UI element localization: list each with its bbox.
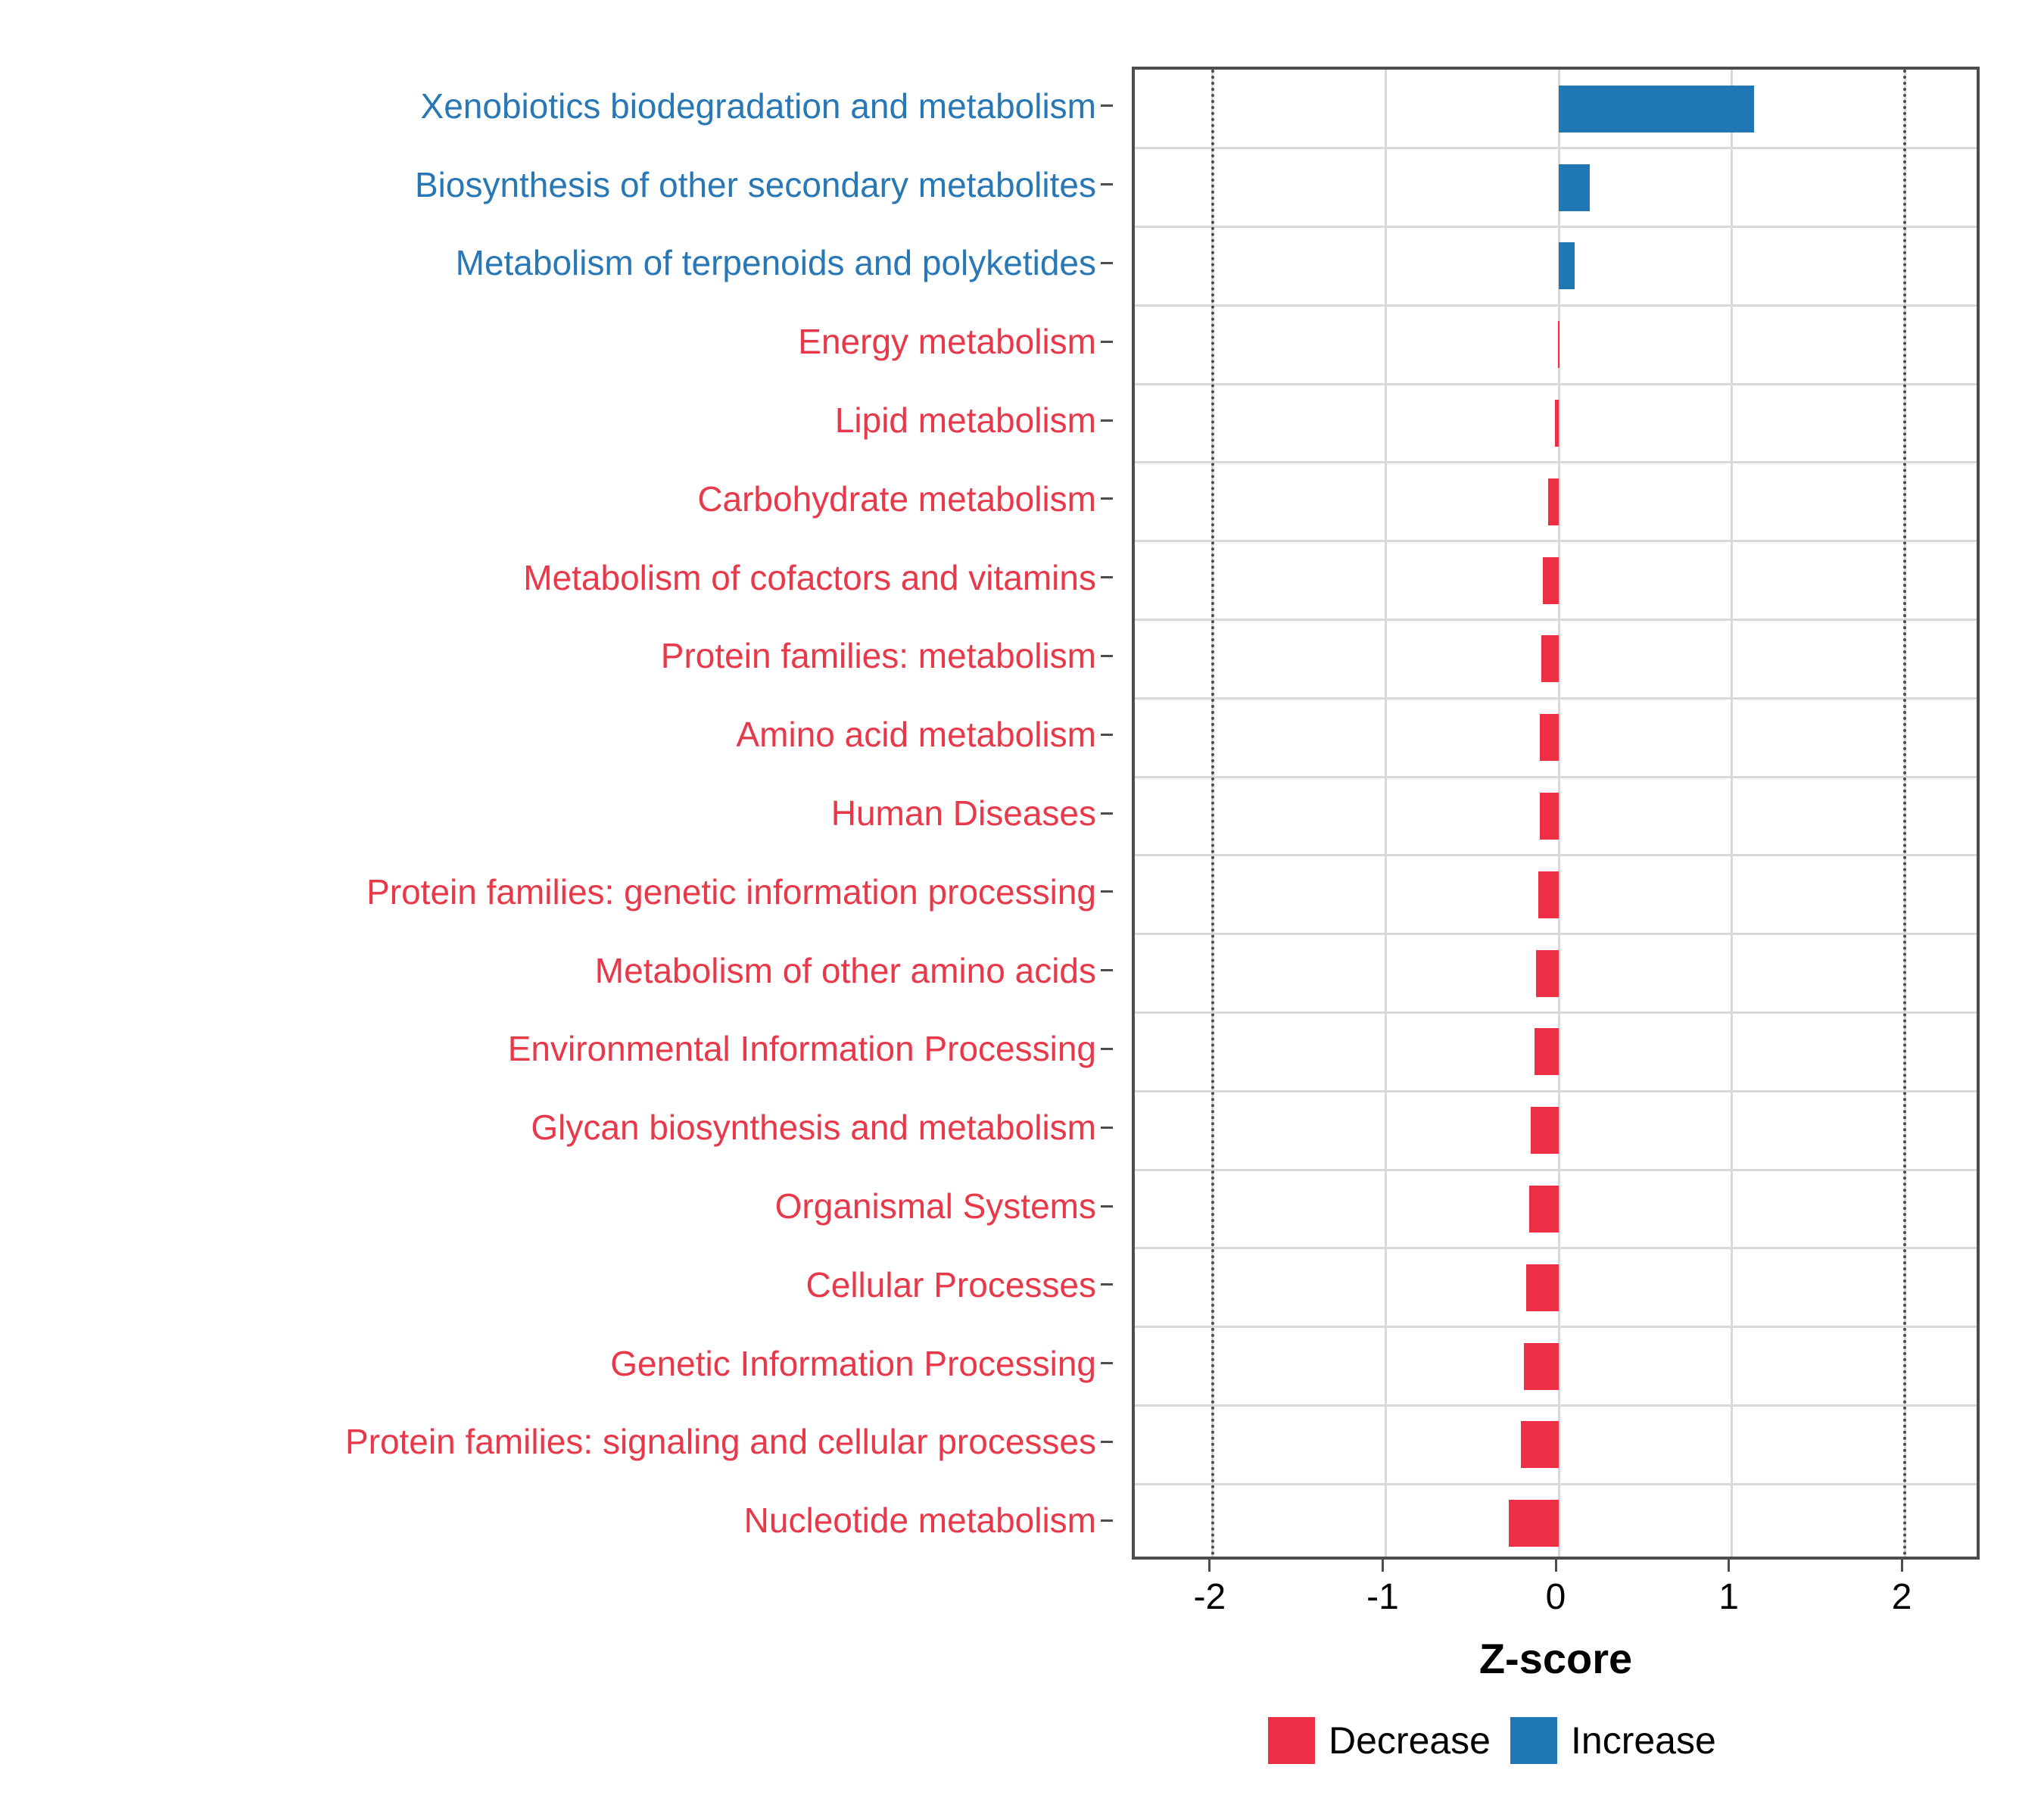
horizontal-gridline <box>1135 1404 1977 1407</box>
category-tick-mark <box>1101 1127 1113 1129</box>
horizontal-gridline <box>1135 1169 1977 1171</box>
bar <box>1535 1028 1559 1075</box>
bar <box>1540 793 1559 840</box>
vertical-gridline <box>1731 70 1733 1557</box>
category-label: Genetic Information Processing <box>610 1343 1096 1383</box>
category-label: Nucleotide metabolism <box>743 1501 1096 1541</box>
category-label: Metabolism of cofactors and vitamins <box>523 557 1096 597</box>
category-label-row <box>0 1167 1113 1245</box>
category-tick-mark <box>1101 812 1113 815</box>
category-tick-mark <box>1101 969 1113 971</box>
legend-swatch-increase-icon <box>1510 1717 1557 1764</box>
category-tick-mark <box>1101 183 1113 185</box>
bar <box>1526 1264 1559 1311</box>
category-tick-mark <box>1101 262 1113 264</box>
bar <box>1559 242 1575 289</box>
x-axis-tick <box>1901 1560 1903 1572</box>
horizontal-gridline <box>1135 1090 1977 1092</box>
horizontal-gridline <box>1135 540 1977 542</box>
x-axis-tick <box>1208 1560 1211 1572</box>
category-label: Protein families: metabolism <box>660 636 1096 676</box>
category-label: Carbohydrate metabolism <box>697 478 1096 519</box>
category-label-row <box>0 1010 1113 1089</box>
category-tick-mark <box>1101 890 1113 893</box>
bar <box>1559 164 1590 211</box>
category-label: Energy metabolism <box>798 322 1096 362</box>
category-label: Amino acid metabolism <box>736 715 1096 755</box>
plot-area <box>1135 70 1977 1557</box>
horizontal-gridline <box>1135 933 1977 935</box>
category-label-row <box>0 774 1113 852</box>
category-label-row <box>0 931 1113 1010</box>
category-tick-mark <box>1101 1362 1113 1364</box>
horizontal-gridline <box>1135 1011 1977 1014</box>
legend-item-increase <box>1510 1717 1716 1764</box>
x-axis-title: Z-score <box>1478 1635 1633 1682</box>
category-label-row <box>0 617 1113 696</box>
bar <box>1538 871 1559 918</box>
category-label-row <box>0 1245 1113 1324</box>
reference-line <box>1903 70 1906 1557</box>
bar <box>1531 1107 1559 1154</box>
horizontal-gridline <box>1135 1326 1977 1328</box>
category-label: Glycan biosynthesis and metabolism <box>531 1108 1096 1148</box>
horizontal-gridline <box>1135 1483 1977 1485</box>
x-axis-tick-label: -2 <box>1193 1577 1226 1617</box>
category-label-row <box>0 695 1113 774</box>
category-label-row <box>0 302 1113 381</box>
category-tick-mark <box>1101 734 1113 736</box>
bar <box>1541 635 1559 682</box>
category-tick-mark <box>1101 1205 1113 1208</box>
category-axis-labels <box>0 67 1113 1560</box>
category-label-row <box>0 145 1113 224</box>
category-label: Metabolism of terpenoids and polyketides <box>455 243 1096 283</box>
category-tick-mark <box>1101 341 1113 343</box>
x-axis-tick <box>1382 1560 1384 1572</box>
horizontal-gridline <box>1135 226 1977 228</box>
category-label: Biosynthesis of other secondary metabolites <box>414 164 1096 204</box>
category-label: Cellular Processes <box>805 1264 1096 1304</box>
horizontal-gridline <box>1135 1247 1977 1249</box>
category-label-row <box>0 460 1113 538</box>
legend-label-increase: Increase <box>1571 1719 1716 1762</box>
horizontal-gridline <box>1135 854 1977 856</box>
bar <box>1509 1500 1559 1547</box>
bar <box>1548 478 1559 525</box>
category-label: Environmental Information Processing <box>507 1029 1096 1069</box>
category-tick-mark <box>1101 1519 1113 1522</box>
x-axis-tick-label: 1 <box>1718 1577 1739 1617</box>
bar <box>1536 950 1559 997</box>
horizontal-gridline <box>1135 461 1977 463</box>
legend-item-decrease <box>1268 1717 1491 1764</box>
category-label-row <box>0 1088 1113 1167</box>
horizontal-gridline <box>1135 776 1977 778</box>
bar <box>1524 1343 1559 1390</box>
category-tick-mark <box>1101 1048 1113 1050</box>
category-label-row <box>0 1324 1113 1403</box>
category-label: Human Diseases <box>830 793 1096 833</box>
category-tick-mark <box>1101 1441 1113 1443</box>
category-label-row <box>0 1403 1113 1482</box>
category-label: Lipid metabolism <box>834 400 1096 440</box>
x-axis-tick-label: 2 <box>1891 1577 1912 1617</box>
category-tick-mark <box>1101 497 1113 500</box>
category-label-row <box>0 67 1113 145</box>
horizontal-gridline <box>1135 619 1977 621</box>
legend-label-decrease: Decrease <box>1329 1719 1491 1762</box>
category-label-row <box>0 224 1113 303</box>
bar <box>1558 321 1559 368</box>
category-label-row <box>0 1481 1113 1560</box>
bar <box>1559 86 1754 132</box>
category-label-row <box>0 381 1113 460</box>
plot-panel <box>1132 67 1980 1560</box>
category-label: Protein families: genetic information processing <box>366 871 1096 912</box>
bar <box>1543 557 1559 604</box>
horizontal-gridline <box>1135 383 1977 385</box>
category-tick-mark <box>1101 1283 1113 1286</box>
category-label: Metabolism of other amino acids <box>594 950 1096 990</box>
bar <box>1521 1421 1559 1468</box>
horizontal-gridline <box>1135 147 1977 149</box>
category-label: Organismal Systems <box>774 1186 1096 1226</box>
reference-line <box>1211 70 1214 1557</box>
bar <box>1555 400 1559 447</box>
category-label-row <box>0 852 1113 931</box>
legend-swatch-decrease-icon <box>1268 1717 1315 1764</box>
category-tick-mark <box>1101 419 1113 422</box>
x-axis-tick-label: 0 <box>1545 1577 1566 1617</box>
bar <box>1529 1186 1559 1233</box>
category-label: Xenobiotics biodegradation and metabolism <box>420 86 1096 126</box>
category-label-row <box>0 538 1113 617</box>
horizontal-gridline <box>1135 697 1977 700</box>
x-axis-tick-label: -1 <box>1366 1577 1399 1617</box>
category-label: Protein families: signaling and cellular processes <box>344 1422 1096 1462</box>
vertical-gridline <box>1385 70 1387 1557</box>
x-axis-tick <box>1728 1560 1730 1572</box>
bar <box>1540 714 1559 761</box>
category-tick-mark <box>1101 104 1113 107</box>
legend <box>1268 1717 1716 1764</box>
category-tick-mark <box>1101 655 1113 657</box>
x-axis-tick <box>1555 1560 1557 1572</box>
horizontal-gridline <box>1135 304 1977 307</box>
category-tick-mark <box>1101 576 1113 578</box>
